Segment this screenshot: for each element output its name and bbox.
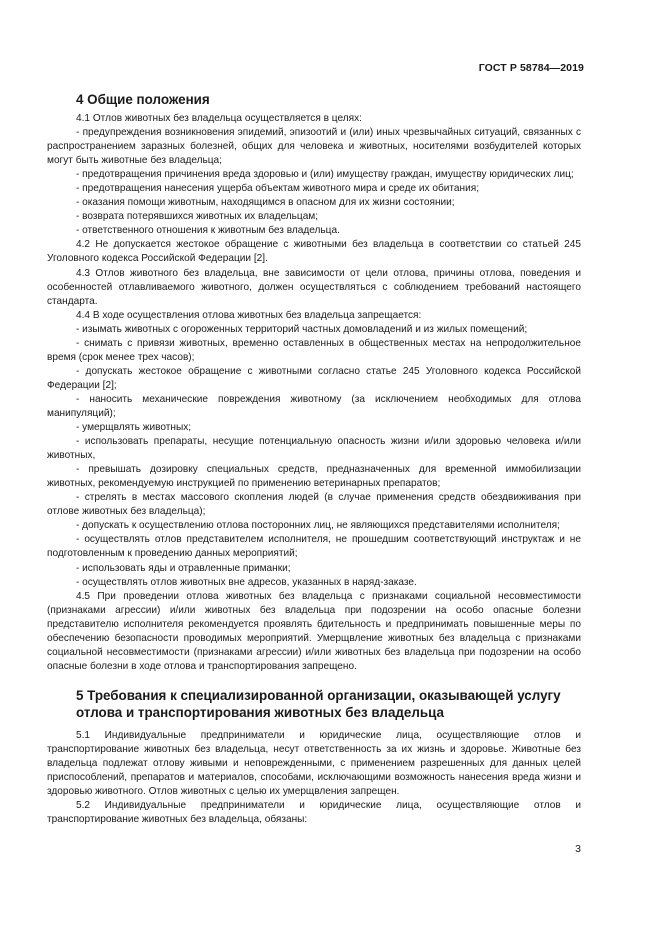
paragraph: - предупреждения возникновения эпидемий, эпизоотий и (или) иных чрезвычайных ситуаций, связанных с распространением заразных болезней, общих для человека и животных, носителями возбудителей которых могут быть животные без владельца; [47, 127, 581, 167]
paragraph: - возврата потерявшихся животных их владельцам; [76, 211, 319, 223]
paragraph: - изымать животных с огороженных территорий частных домовладений и из жилых помещений; [76, 323, 528, 335]
paragraph: 4.5 При проведении отлова животных без владельца с признаками социальной несовместимости (признаками агрессии) и/или животных без владельца при подозрении на особо опасные болезни представителю исполнителя рекомендуется проявлять бдительность и предпринимать повышенные меры по обеспечению безопасности проводимых мероприятий. Умерщвление животных без владельца с признаками социальной несовместимости (признаками агрессии) и/или животных без владельца при подозрении на особо опасные болезни в ходе отлова и транспортирования запрещено. [47, 590, 581, 672]
paragraph: - ответственного отношения к животным без владельца. [76, 225, 340, 237]
paragraph: - стрелять в местах массового скопления людей (в случае применения средств обездвиживания при отлове животных без владельца); [47, 492, 581, 518]
paragraph: 4.3 Отлов животного без владельца, вне зависимости от цели отлова, причины отлова, поведения и особенностей отлавливаемого животного, должен осуществляться с соблюдением требований настоящего стандарта. [47, 267, 581, 307]
section-5-body [47, 729, 581, 827]
paragraph: - снимать с привязи животных, временно оставленных в общественных местах на непродолжительное время (срок менее трех часов); [47, 337, 581, 363]
section-5-title: 5 Требования к специализированной организации, оказывающей услугу отлова и транспортирования животных без владельца [76, 687, 561, 720]
paragraph: - допускать жестокое обращение с животными согласно статье 245 Уголовного кодекса Российской Федерации [2]; [47, 365, 581, 391]
paragraph: - допускать к осуществлению отлова посторонних лиц, не являющихся представителями исполнителя; [76, 520, 560, 532]
document-code: ГОСТ Р 58784—2019 [478, 62, 584, 74]
paragraph: 5.1 Индивидуальные предприниматели и юридические лица, осуществляющие отлов и транспортирование животных без владельца, несут ответственность за их жизнь и здоровье. Животные без владельца подлежат отлову живыми и неповрежденными, с применением разрешенных для данных целей приспособлений, препаратов и материалов, способами, исключающими возможность нанесения вреда жизни и здоровью животного. Отлов животных с целью их умерщвления запрещен. [47, 729, 581, 798]
paragraph: - использовать препараты, несущие потенциальную опасность жизни и/или здоровью человека и/или животных, [47, 436, 581, 462]
paragraph: 5.2 Индивидуальные предприниматели и юридические лица, осуществляющие отлов и транспортирование животных без владельца, обязаны: [47, 800, 581, 826]
section-4-body [47, 112, 581, 674]
paragraph: - умерщвлять животных; [76, 422, 192, 434]
paragraph: - предотвращения причинения вреда здоровью и (или) имуществу граждан, имуществу юридических лиц; [76, 169, 574, 181]
paragraph: - осуществлять отлов животных вне адресов, указанных в наряд-заказе. [76, 576, 417, 588]
paragraph: 4.1 Отлов животных без владельца осуществляется в целях: [76, 113, 362, 124]
paragraph: - наносить механические повреждения животному (за исключением необходимых для отлова манипуляций); [47, 393, 581, 419]
section-4-title: 4 Общие положения [76, 92, 210, 107]
paragraph: 4.2 Не допускается жестокое обращение с животными без владельца в соответствии со статьей 245 Уголовного кодекса Российской Федерации [2]. [47, 239, 581, 265]
paragraph: 4.4 В ходе осуществления отлова животных без владельца запрещается: [76, 309, 422, 321]
paragraph: - превышать дозировку специальных средств, предназначенных для временной иммобилизации животных, рекомендуемую инструкцией по применению ветеринарных препаратов; [47, 464, 581, 490]
paragraph: - оказания помощи животным, находящимся в опасном для их жизни состоянии; [76, 197, 455, 209]
paragraph: - предотвращения нанесения ущерба объектам животного мира и среде их обитания; [76, 183, 480, 195]
page-content [47, 90, 581, 827]
paragraph: - использовать яды и отравленные приманки; [76, 562, 291, 574]
paragraph: - осуществлять отлов представителем исполнителя, не прошедшим соответствующий инструктаж и не подготовленным к проведению данных мероприятий; [47, 534, 581, 560]
page-number: 3 [575, 843, 581, 855]
